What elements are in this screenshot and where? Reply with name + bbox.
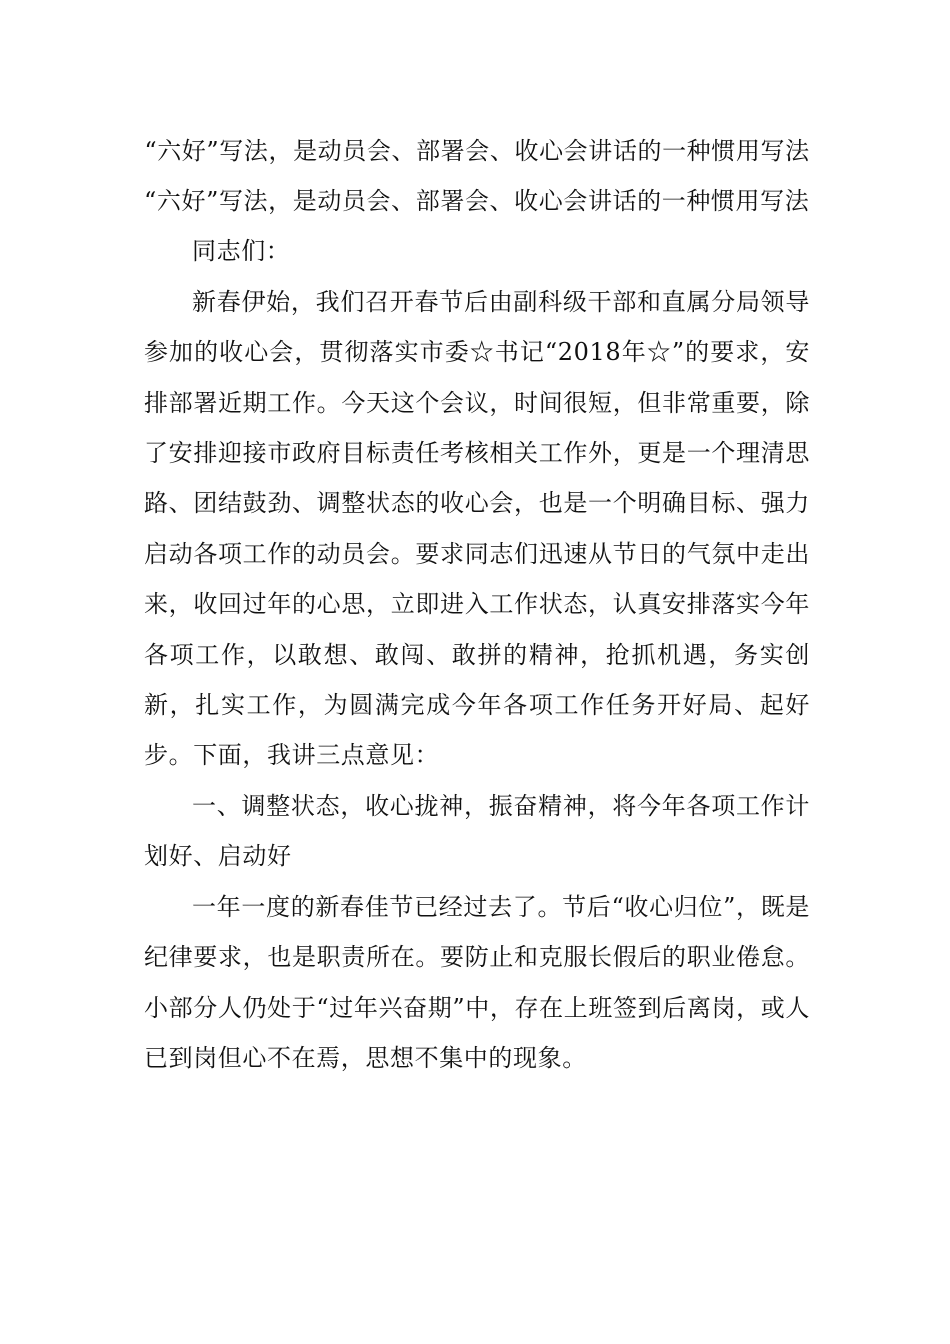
paragraph-heading-repeat: “六好”写法，是动员会、部署会、收心会讲话的一种惯用写法 — [144, 187, 810, 215]
paragraph-opening: 新春伊始，我们召开春节后由副科级干部和直属分局领导参加的收心会，贯彻落实市委☆书记“2018年☆”的要求，安排部署近期工作。今天这个会议，时间很短，但非常重要，除了安排迎接市政府目标责任考核相关工作外，更是一个理清思路、团结鼓劲、调整状态的收心会，也是一个明确目标、强力启动各项工作的动员会。要求同志们迅速从节日的气氛中走出来，收回过年的心思，立即进入工作状态，认真安排落实今年各项工作，以敢想、敢闯、敢拼的精神，抢抓机遇，务实创新，扎实工作，为圆满完成今年各项工作任务开好局、起好步。下面，我讲三点意见： — [144, 287, 810, 770]
document-body — [144, 126, 810, 1083]
paragraph-section-one-heading: 一、调整状态，收心拢神，振奋精神，将今年各项工作计划好、启动好 — [144, 791, 810, 871]
paragraph-section-one-body: 一年一度的新春佳节已经过去了。节后“收心归位”，既是纪律要求，也是职责所在。要防止和克服长假后的职业倦怠。小部分人仍处于“过年兴奋期”中，存在上班签到后离岗，或人已到岗但心不在焉，思想不集中的现象。 — [144, 892, 810, 1072]
paragraph-salutation: 同志们： — [192, 237, 291, 266]
document-title: “六好”写法，是动员会、部署会、收心会讲话的一种惯用写法 — [144, 137, 810, 165]
